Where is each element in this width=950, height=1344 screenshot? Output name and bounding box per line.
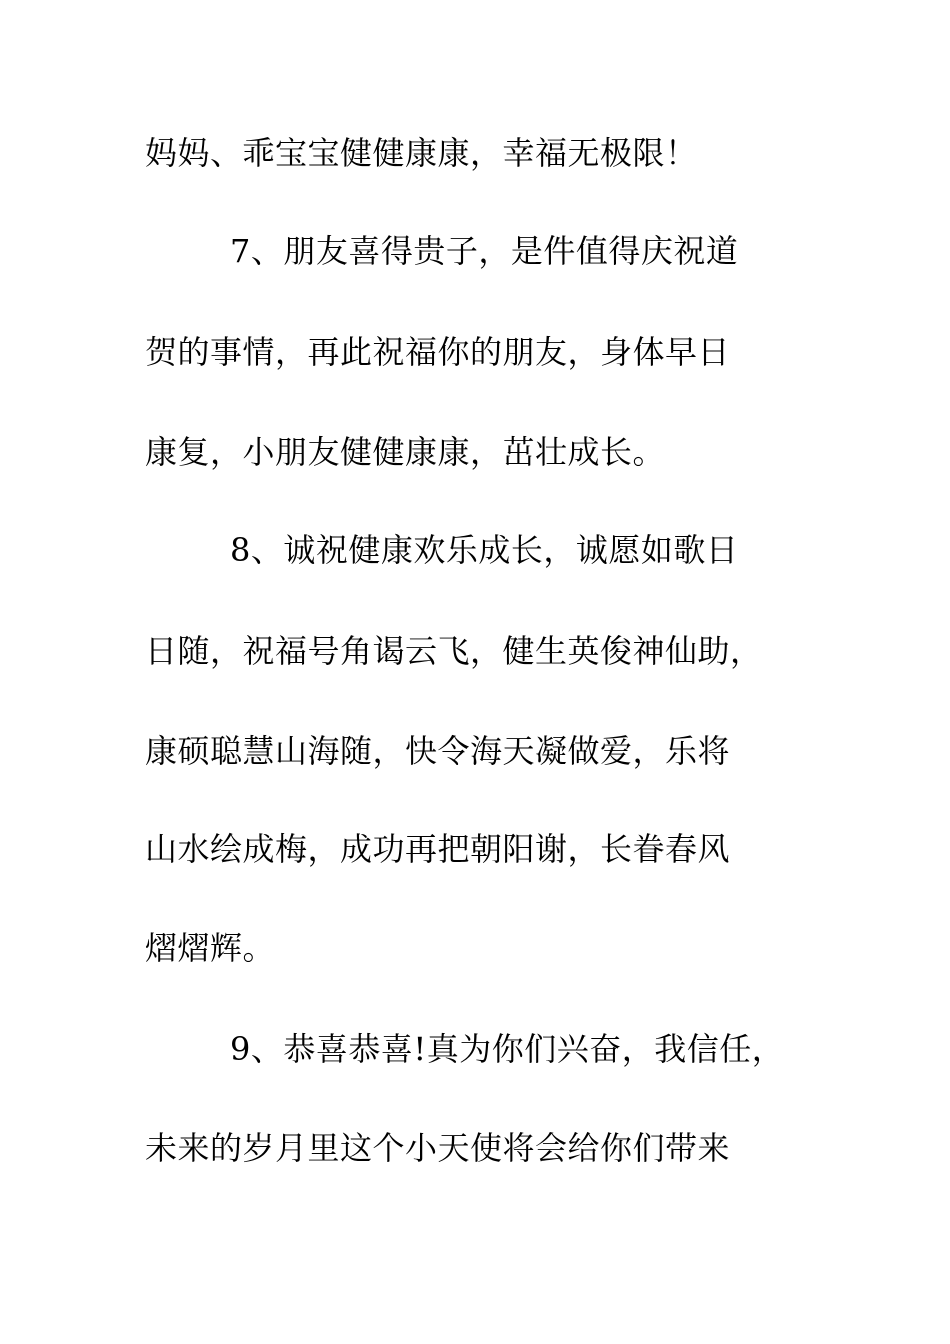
text-line: 贺的事情，再此祝福你的朋友，身体早日 — [145, 333, 731, 371]
text-line: 日随，祝福号角谒云飞，健生英俊神仙助， — [145, 632, 763, 670]
text-line: 熠熠辉。 — [145, 929, 276, 967]
paragraph-7-start: 7、朋友喜得贵子，是件值得庆祝道 — [230, 232, 739, 270]
text-line: 康复，小朋友健健康康，茁壮成长。 — [145, 433, 666, 471]
paragraph-9-start: 9、恭喜恭喜!真为你们兴奋，我信任， — [230, 1030, 785, 1068]
text-line: 山水绘成梅，成功再把朝阳谢，长眷春风 — [145, 830, 731, 868]
text-line: 康硕聪慧山海随，快令海天凝做爱，乐将 — [145, 732, 731, 770]
text-line: 未来的岁月里这个小天使将会给你们带来 — [145, 1129, 731, 1167]
text-line: 妈妈、乖宝宝健健康康，幸福无极限！ — [145, 134, 698, 172]
paragraph-8-start: 8、诚祝健康欢乐成长，诚愿如歌日 — [230, 531, 739, 569]
